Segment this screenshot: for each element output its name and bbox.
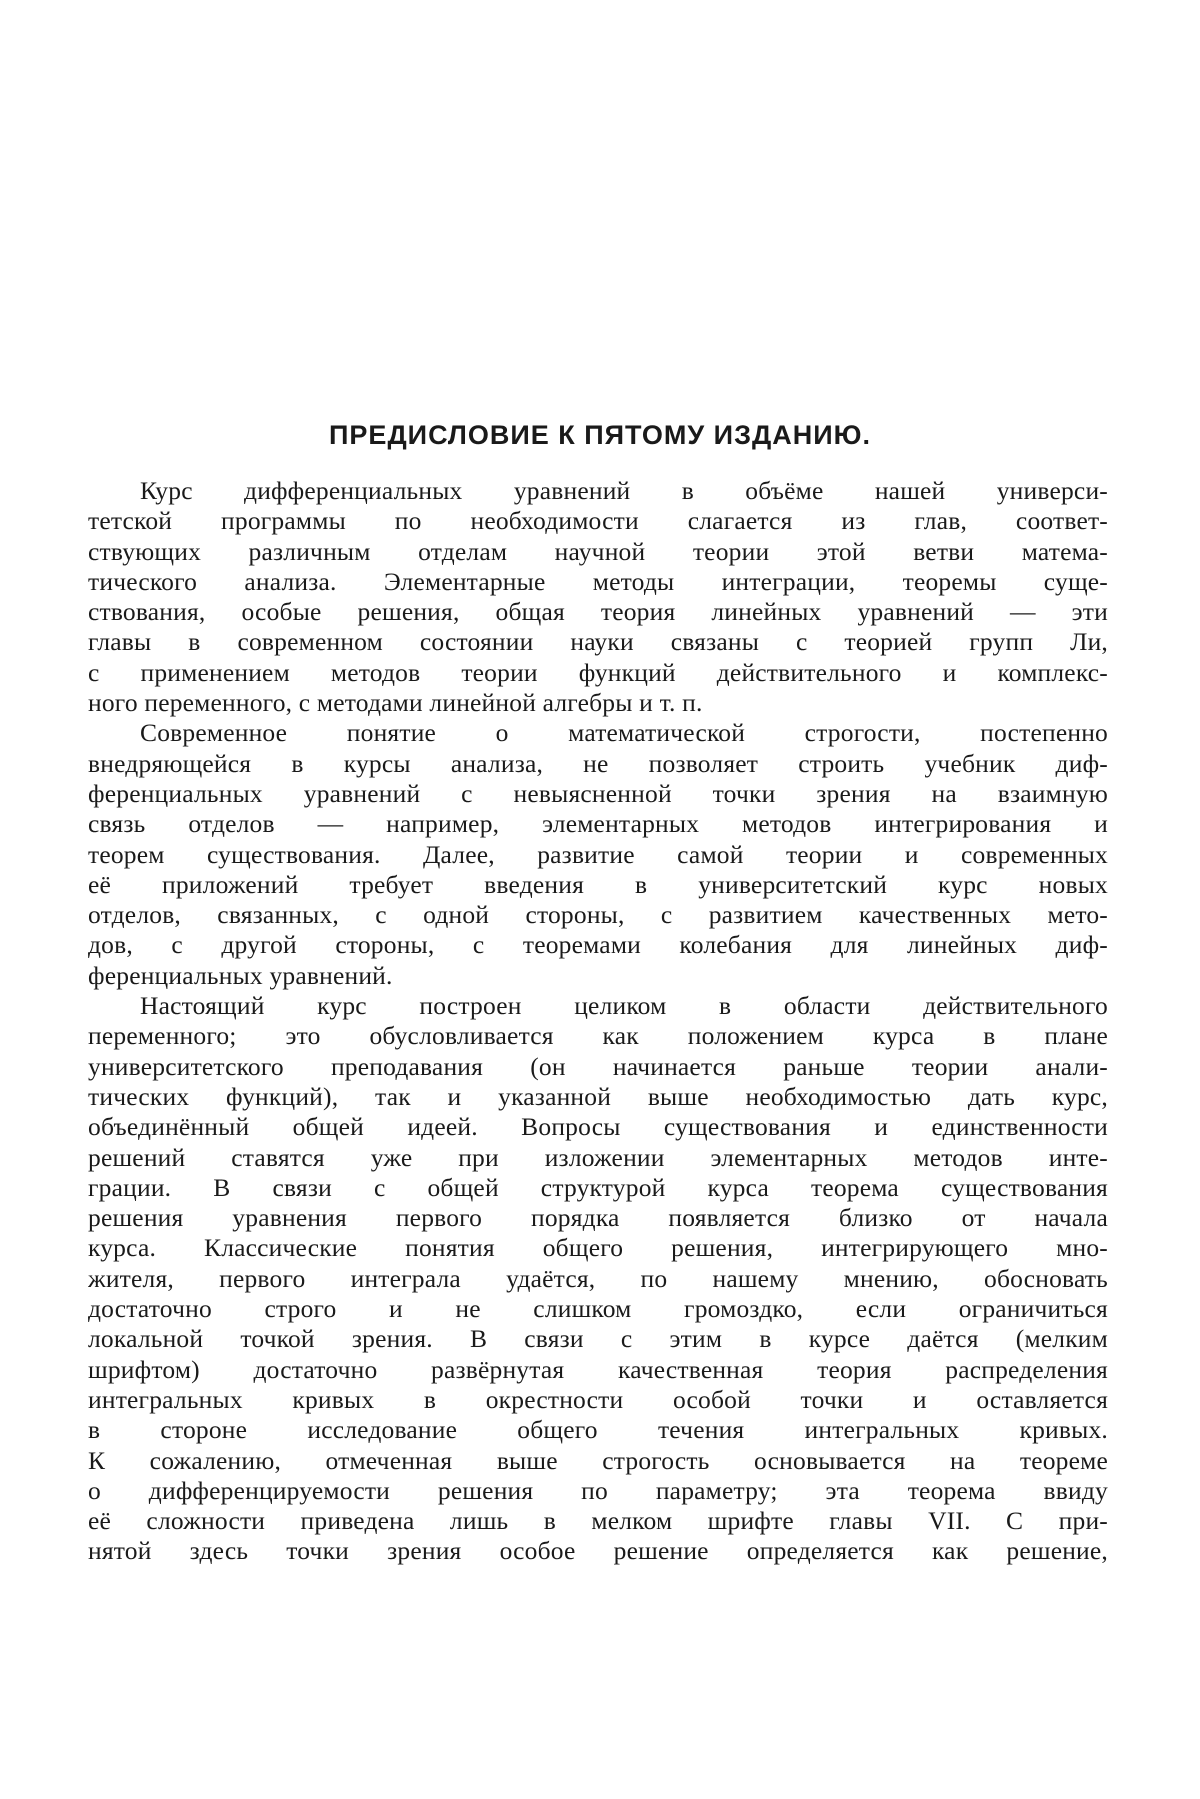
text-line: с применением методов теории функций действительного и комплекс- — [88, 657, 1108, 687]
text-line: ствования, особые решения, общая теория линейных уравнений — эти — [88, 597, 1108, 627]
text-line: тических функций), так и указанной выше необходимостью дать курс, — [88, 1081, 1108, 1111]
text-line: ного переменного, с методами линейной алгебры и т. п. — [88, 688, 703, 718]
text-line: переменного; это обусловливается как положением курса в плане — [88, 1021, 1108, 1051]
text-line: жителя, первого интеграла удаётся, по нашему мнению, обосновать — [88, 1263, 1108, 1293]
text-line: её приложений требует введения в университетский курс новых — [88, 869, 1108, 899]
text-line: решения уравнения первого порядка появляется близко от начала — [88, 1203, 1108, 1233]
text-line: ференциальных уравнений с невыясненной точки зрения на взаимную — [88, 778, 1108, 808]
body-text — [88, 476, 1108, 1567]
text-line: университетского преподавания (он начинается раньше теории анали- — [88, 1051, 1108, 1081]
text-line: курса. Классические понятия общего решения, интегрирующего мно- — [88, 1233, 1108, 1263]
text-line: связь отделов — например, элементарных методов интегрирования и — [88, 809, 1108, 839]
page-title: ПРЕДИСЛОВИЕ К ПЯТОМУ ИЗДАНИЮ. — [329, 420, 871, 450]
text-line: теорем существования. Далее, развитие самой теории и современных — [88, 839, 1108, 869]
text-line: шрифтом) достаточно развёрнутая качественная теория распределения — [88, 1354, 1108, 1384]
text-line: нятой здесь точки зрения особое решение определяется как решение, — [88, 1536, 1108, 1566]
text-line: ствующих различным отделам научной теории этой ветви матема- — [88, 536, 1108, 566]
text-line: внедряющейся в курсы анализа, не позволяет строить учебник диф- — [88, 748, 1108, 778]
text-line: объединённый общей идеей. Вопросы существования и единственности — [88, 1112, 1108, 1142]
text-line: грации. В связи с общей структурой курса теорема существования — [88, 1172, 1108, 1202]
text-line: в стороне исследование общего течения интегральных кривых. — [88, 1415, 1108, 1445]
text-line: К сожалению, отмеченная выше строгость основывается на теореме — [88, 1445, 1108, 1475]
text-line: главы в современном состоянии науки связаны с теорией групп Ли, — [88, 627, 1108, 657]
text-line: интегральных кривых в окрестности особой точки и оставляется — [88, 1384, 1108, 1414]
text-line: дов, с другой стороны, с теоремами колебания для линейных диф- — [88, 930, 1108, 960]
text-line: Современное понятие о математической строгости, постепенно — [140, 718, 1108, 748]
text-line: тического анализа. Элементарные методы интеграции, теоремы суще- — [88, 566, 1108, 596]
text-line: о дифференцируемости решения по параметру; эта теорема ввиду — [88, 1475, 1108, 1505]
text-line: ференциальных уравнений. — [88, 960, 393, 990]
text-line: её сложности приведена лишь в мелком шрифте главы VII. С при- — [88, 1506, 1108, 1536]
text-line: Курс дифференциальных уравнений в объёме нашей универси- — [140, 476, 1108, 505]
text-line: отделов, связанных, с одной стороны, с развитием качественных мето- — [88, 900, 1108, 930]
text-line: локальной точкой зрения. В связи с этим в курсе даётся (мелким — [88, 1324, 1108, 1354]
text-line: решений ставятся уже при изложении элементарных методов инте- — [88, 1142, 1108, 1172]
text-line: достаточно строго и не слишком громоздко, если ограничиться — [88, 1294, 1108, 1324]
text-line: тетской программы по необходимости слагается из глав, соответ- — [88, 506, 1108, 536]
text-line: Настоящий курс построен целиком в области действительного — [140, 991, 1108, 1021]
